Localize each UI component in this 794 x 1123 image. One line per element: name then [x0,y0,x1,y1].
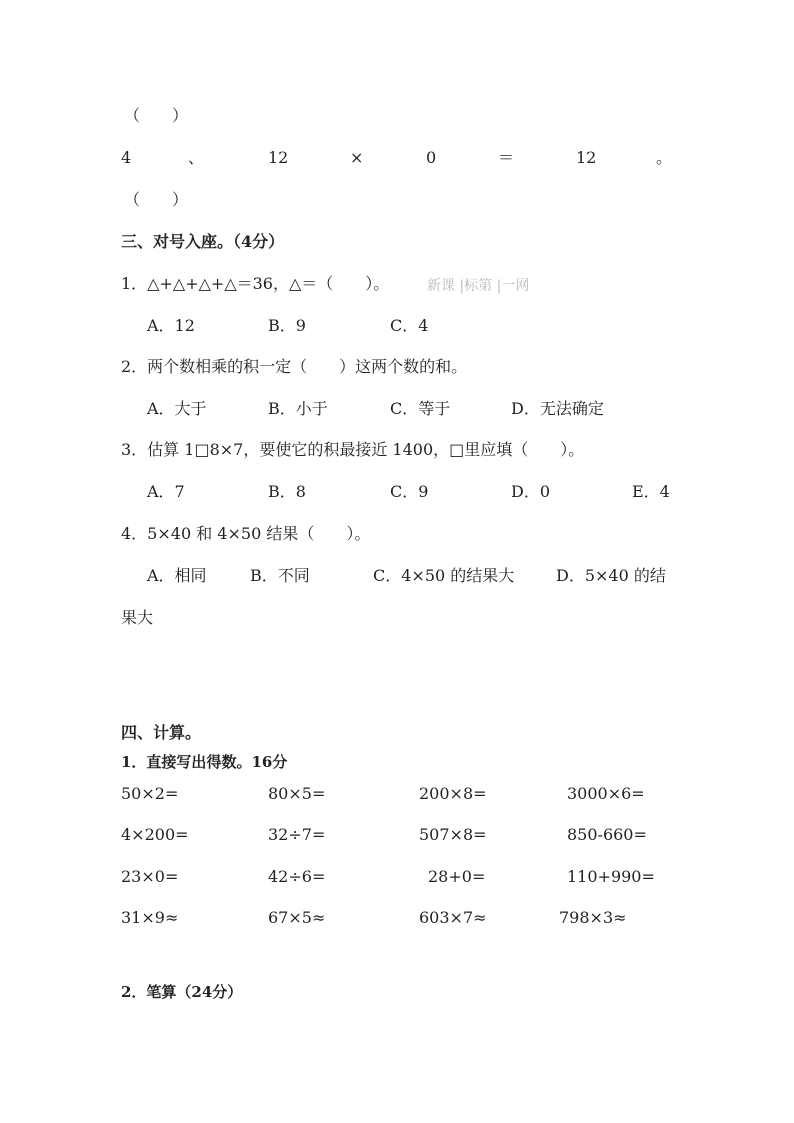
calc-item: 23×0= [121,867,179,886]
calc-item: 3000×6= [567,784,645,803]
calc-item: 67×5≈ [268,908,326,927]
calc-item: 507×8= [419,825,487,844]
question-1-text: 1．△+△+△+△＝36，△＝（ ）。 [121,274,390,293]
calc-item: 42÷6= [268,867,326,886]
judge-item-4-separator: 、 [188,148,205,167]
judge-item-4-eq: ＝ [498,148,515,167]
q3-option-b: B．8 [268,482,306,501]
question-4-text: 4．5×40 和 4×50 结果（ ）。 [121,524,371,543]
section-4-sub1: 1．直接写出得数。16分 [121,753,288,771]
judge-item-4-end: 。 [656,148,673,167]
q3-option-c: C．9 [390,482,429,501]
calc-item: 110+990= [567,867,655,886]
q1-option-c: C．4 [390,316,429,335]
q1-option-b: B．9 [268,316,306,335]
q4-option-c: C．4×50 的结果大 [373,566,515,585]
judge-item-4-op: × [350,148,364,167]
calc-item: 850-660= [567,825,647,844]
answer-paren-2: （ ） [124,190,189,209]
calc-item: 603×7≈ [419,908,487,927]
calc-item: 200×8= [419,784,487,803]
judge-item-4-a: 12 [268,148,289,167]
q4-option-d-wrap: 果大 [121,608,154,627]
judge-item-4-number: 4 [121,148,132,167]
calc-item: 4×200= [121,825,189,844]
calc-item: 32÷7= [268,825,326,844]
question-3-text: 3．估算 1□8×7，要使它的积最接近 1400，□里应填（ ）。 [121,440,585,459]
calc-item: 28+0= [428,867,486,886]
q4-option-b: B．不同 [250,566,310,585]
q4-option-a: A．相同 [147,566,207,585]
answer-paren-1: （ ） [124,106,189,125]
q3-option-d: D．0 [511,482,551,501]
section-4-title: 四、计算。 [121,723,202,742]
question-2-text: 2．两个数相乘的积一定（ ）这两个数的和。 [121,357,468,376]
section-3-title: 三、对号入座。（4分） [121,232,285,251]
calc-item: 798×3≈ [559,908,627,927]
calc-item: 31×9≈ [121,908,179,927]
q2-option-a: A．大于 [147,399,207,418]
q1-option-a: A．12 [147,316,195,335]
calc-item: 50×2= [121,784,179,803]
q2-option-c: C．等于 [390,399,451,418]
section-4-sub2: 2．笔算（24分） [121,983,243,1001]
judge-item-4-b: 0 [426,148,437,167]
calc-item: 80×5= [268,784,326,803]
q3-option-a: A．7 [147,482,185,501]
q3-option-e: E．4 [632,482,670,501]
q2-option-b: B．小于 [268,399,328,418]
judge-item-4-result: 12 [576,148,597,167]
q2-option-d: D．无法确定 [511,399,604,418]
q4-option-d: D．5×40 的结 [556,566,666,585]
watermark-text: 新课 |标第 |一网 [427,278,530,294]
